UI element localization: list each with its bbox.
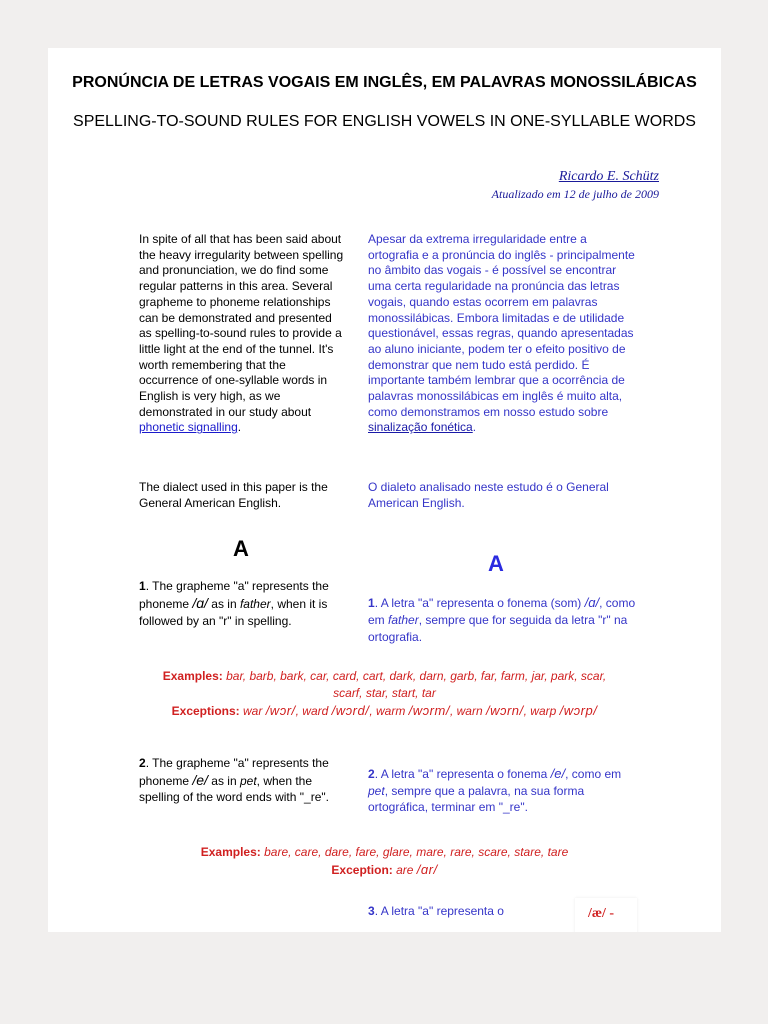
updated-date: Atualizado em 12 de julho de 2009 <box>491 187 659 201</box>
page-title: PRONÚNCIA DE LETRAS VOGAIS EM INGLÊS, EM PALAVRAS MONOSSILÁBICAS <box>72 74 697 91</box>
intro-portuguese-text: Apesar da extrema irregularidade entre a ortografia e a pronúncia do inglês - principalmente no âmbito das vogais - é possível se encontrar uma certa regularidade na pronúncia das letras vogais, quando estas ocorrem em palavras monossilábicas. Embora limitadas e de utilidade questionável, essas regras, quando apresentadas ao aluno iniciante, podem ter o efeito positivo de demonstrar que nem tudo está perdido. É importante também lembrar que a ocorrência de palavras monossilábicas em inglês é muito alta, como demonstramos em nosso estudo sobre sinalização fonética. <box>368 232 635 435</box>
rule-1-examples: Examples: bar, barb, bark, car, card, cart, dark, darn, garb, far, farm, jar, park, scar, scarf, star, start, tar Exceptions: war /wɔr/, ward /wɔrd/, warm /wɔrm/, warn /wɔrn/, warp /wɔrp/ <box>162 669 607 718</box>
rule-2-portuguese: 2. A letra "a" representa o fonema /e/, como em pet, sempre que a palavra, na sua forma ortográfica, terminar em "_re". <box>368 766 622 814</box>
dialect-portuguese <box>368 480 636 511</box>
intro-english <box>139 232 344 436</box>
section-letter-a-portuguese: A <box>488 551 504 576</box>
section-letter-a-english: A <box>233 536 249 561</box>
dialect-portuguese-text: O dialeto analisado neste estudo é o General American English. <box>368 480 609 510</box>
sinalizacao-fonetica-link[interactable]: sinalização fonética <box>368 420 473 435</box>
ipa-ae-box: /æ/ - <box>575 898 637 932</box>
document-page <box>48 48 721 932</box>
rule-2-examples: Examples: bare, care, dare, fare, glare, mare, rare, scare, stare, tare Exception: are /ɑr/ <box>200 845 569 877</box>
page-subtitle: SPELLING-TO-SOUND RULES FOR ENGLISH VOWELS IN ONE-SYLLABLE WORDS <box>73 113 696 130</box>
rule-3-portuguese: 3. A letra "a" representa o <box>368 904 504 918</box>
dialect-english-text: The dialect used in this paper is the General American English. <box>139 480 328 510</box>
intro-portuguese <box>368 232 636 436</box>
author-link[interactable]: Ricardo E. Schütz <box>558 169 659 184</box>
rule-1-english: 1. The grapheme "a" represents the phoneme /ɑ/ as in father, when it is followed by an "r" in spelling. <box>139 579 329 628</box>
intro-english-text: In spite of all that has been said about the heavy irregularity between spelling and pronunciation, we do find some regular patterns in this area. Several grapheme to phoneme relationships can be demonstrated and presented as spelling-to-sound rules to provide a little light at the end of the tunnel. It's worth remembering that the occurrence of one-syllable words in English is very high, as we demonstrated in our study about phonetic signalling. <box>139 232 344 435</box>
dialect-english <box>139 480 344 511</box>
rule-2-english: 2. The grapheme "a" represents the phoneme /e/ as in pet, when the spelling of the word ends with "_re". <box>139 756 329 804</box>
rule-1-portuguese: 1. A letra "a" representa o fonema (som) /ɑ/, como em father, sempre que for seguida da letra "r" na ortografia. <box>368 595 636 644</box>
phonetic-signalling-link[interactable]: phonetic signalling <box>139 420 238 435</box>
